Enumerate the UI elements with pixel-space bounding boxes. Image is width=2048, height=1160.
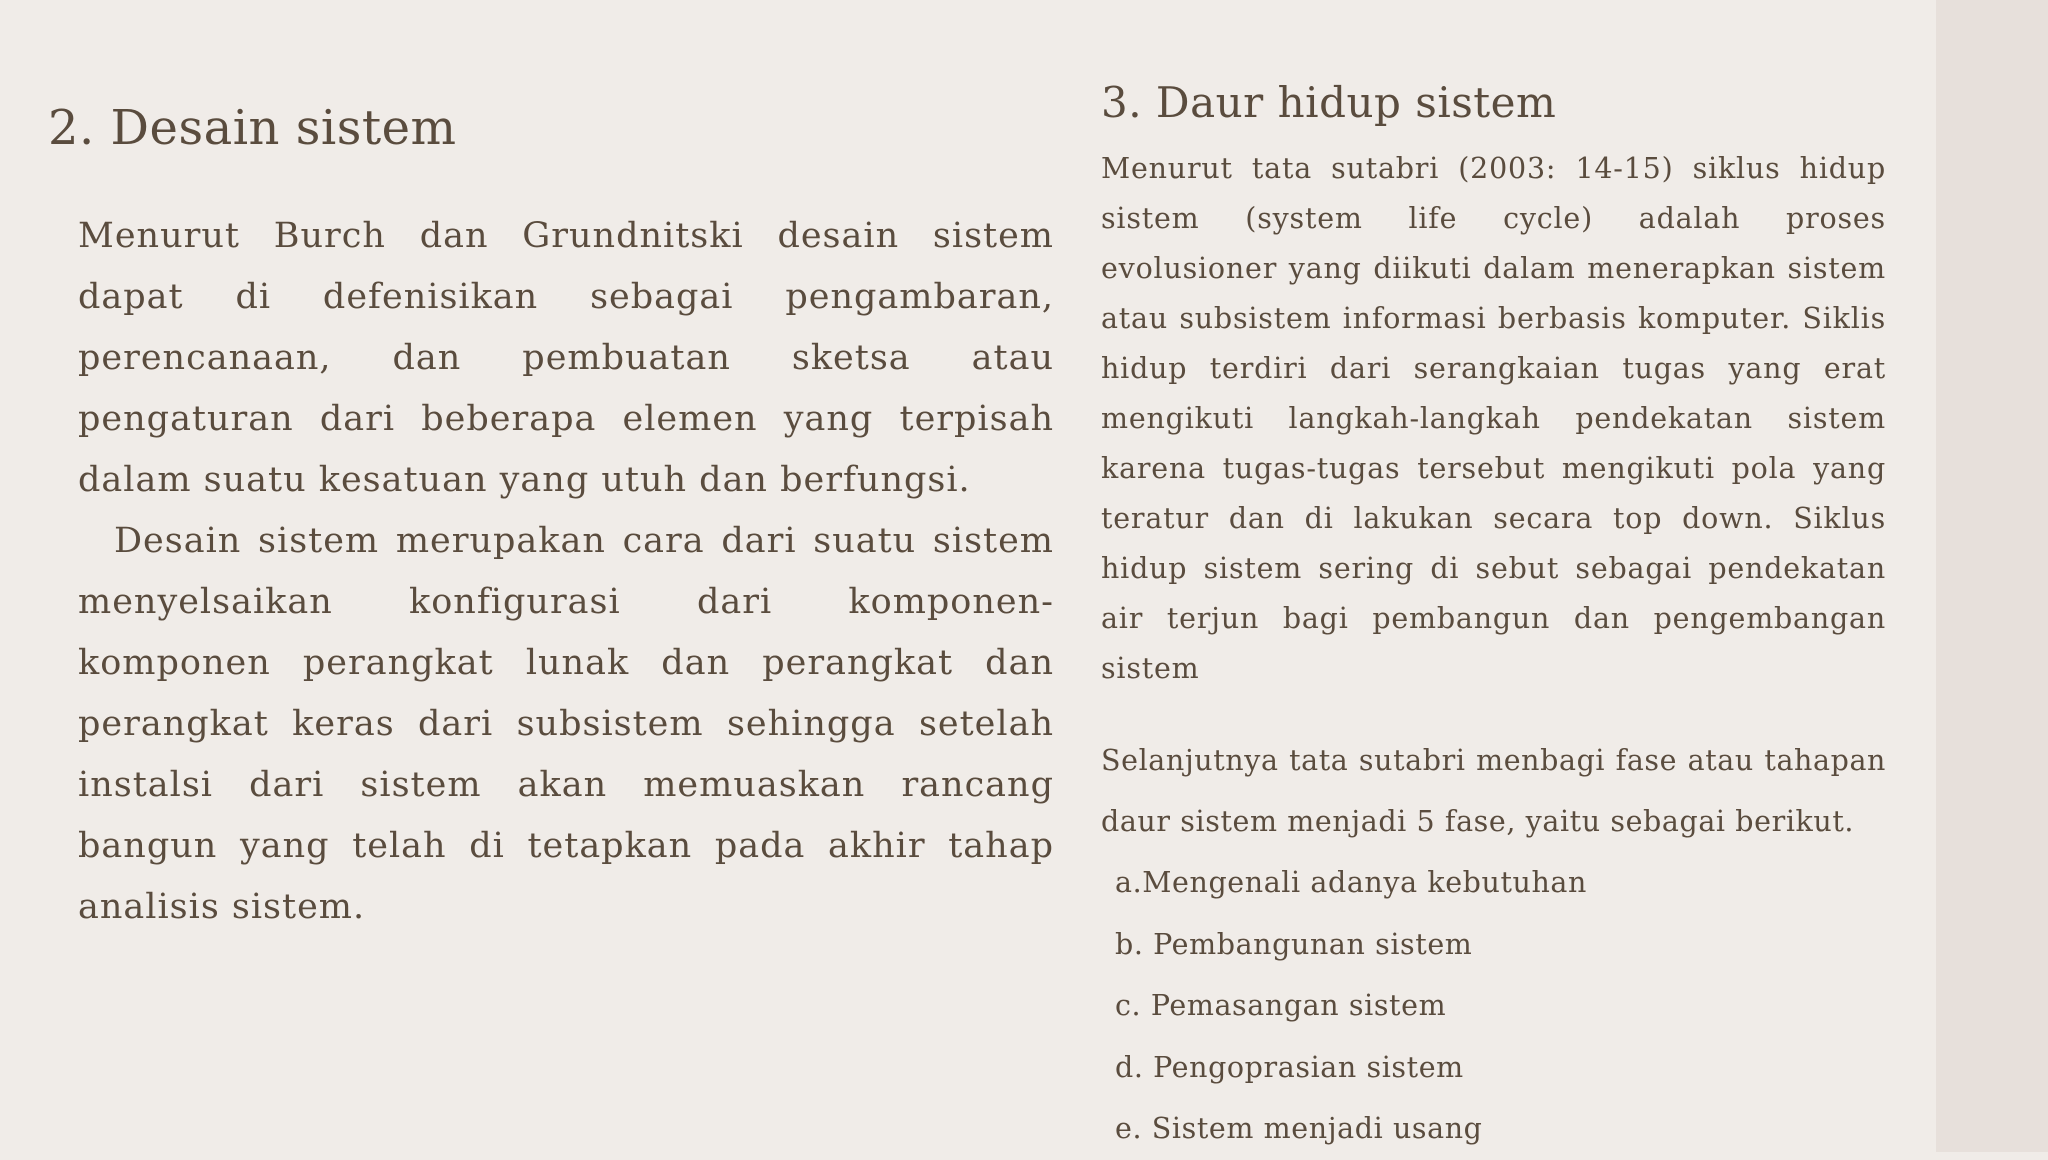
list-item: a.Mengenali adanya kebutuhan [1115,866,1587,899]
list-item: c. Pemasangan sistem [1115,989,1447,1022]
section-title: 3. Daur hidup sistem [1101,78,1557,127]
section-daur-hidup-sistem [1101,74,1886,1160]
section-body [48,206,1054,938]
list-item: e. Sistem menjadi usang [1115,1112,1483,1145]
paragraph: Menurut tata sutabri (2003: 14-15) siklus hidup sistem (system life cycle) adalah proses evolusioner yang diikuti dalam menerapkan sistem atau subsistem informasi berbasis komputer. Siklis hidup terdiri dari serangkaian tugas yang erat mengikuti langkah-langkah pendekatan sistem karena tugas-tugas tersebut mengikuti pola yang teratur dan di lakukan secara top down. Siklus hidup sistem sering di sebut sebagai pendekatan air terjun bagi pembangun dan pengembangan sistem [1101,152,1886,685]
list-item: b. Pembangunan sistem [1115,927,1473,961]
paragraph: Desain sistem merupakan cara dari suatu sistem menyelsaikan konfigurasi dari komponen-komponen perangkat lunak dan perangkat dan perangkat keras dari subsistem sehingga setelah instalsi dari sistem akan memuaskan rancang bangun yang telah di tetapkan pada akhir tahap analisis sistem. [78,521,1054,927]
list-item: d. Pengoprasian sistem [1115,1050,1464,1084]
section-body [1101,144,1886,694]
phase-list [1101,852,1886,1160]
section-title: 2. Desain sistem [48,100,457,156]
side-strip [1936,0,2048,1152]
section-desain-sistem [48,98,1054,938]
paragraph: Menurut Burch dan Grundnitski desain sistem dapat di defenisikan sebagai pengambaran, perencanaan, dan pembuatan sketsa atau pengaturan dari beberapa elemen yang terpisah dalam suatu kesatuan yang utuh dan berfungsi. [78,216,1054,500]
phase-intro: Selanjutnya tata sutabri menbagi fase atau tahapan daur sistem menjadi 5 fase, yaitu sebagai berikut. [1101,744,1886,838]
